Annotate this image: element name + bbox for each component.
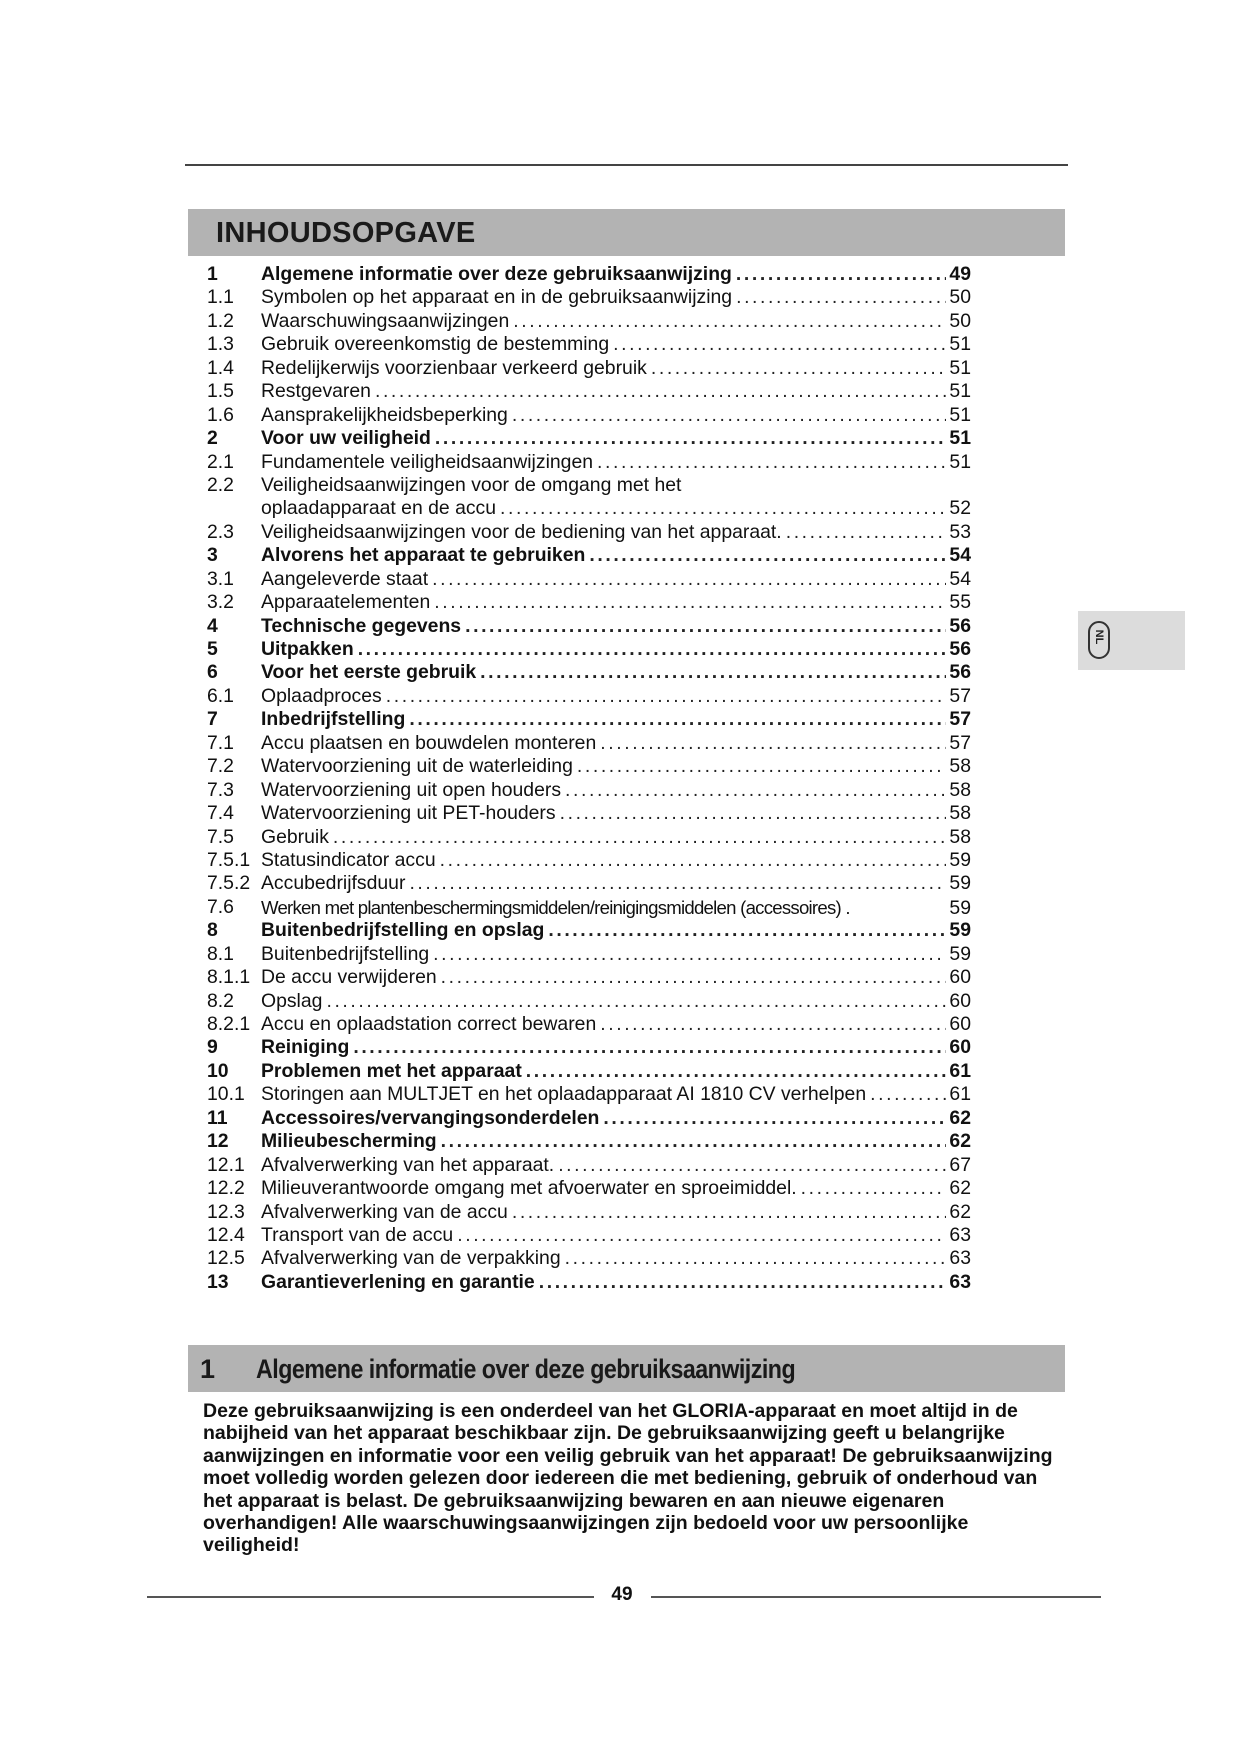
toc-entry-page: 52 — [949, 497, 971, 520]
toc-entry-number: 7 — [207, 708, 218, 731]
toc-entry-number: 3.2 — [207, 591, 234, 614]
toc-entry-page: 61 — [949, 1059, 971, 1082]
toc-entry-number: 8.2 — [207, 989, 234, 1012]
toc-entry-body — [261, 685, 971, 708]
toc-entry-number: 7.3 — [207, 778, 234, 801]
toc-entry — [207, 685, 971, 708]
toc-entry-page: 61 — [949, 1083, 971, 1106]
toc-entry — [207, 404, 971, 427]
toc-entry-number: 2.2 — [207, 473, 234, 496]
toc-entry — [207, 638, 971, 661]
toc-entry-leader — [786, 521, 947, 544]
toc-entry-title: Gebruik — [261, 825, 329, 848]
toc-entry-body — [261, 615, 971, 638]
toc-entry-leader — [409, 708, 946, 731]
toc-entry-title: Oplaadproces — [261, 684, 382, 707]
toc-entry-number: 10 — [207, 1059, 229, 1082]
toc-entry-page: 62 — [949, 1200, 971, 1223]
toc-entry-title: Afvalverwerking van de verpakking — [261, 1247, 561, 1270]
toc-entry-body — [261, 1247, 971, 1270]
toc-entry-page: 62 — [949, 1106, 971, 1129]
toc-entry-leader — [512, 1201, 947, 1224]
toc-entry — [207, 497, 971, 520]
toc-entry — [207, 544, 971, 567]
toc-entry — [207, 1060, 971, 1083]
language-tab — [1078, 611, 1185, 670]
toc-entry-body — [261, 357, 971, 380]
toc-entry-page: 60 — [949, 966, 971, 989]
toc-entry — [207, 708, 971, 731]
toc-entry-number: 3.1 — [207, 567, 234, 590]
toc-entry-leader — [433, 943, 946, 966]
toc-entry — [207, 872, 971, 895]
toc-entry-body — [261, 1224, 971, 1247]
toc-entry-number: 8.2.1 — [207, 1013, 251, 1035]
toc-entry — [207, 1271, 971, 1294]
toc-entry-number: 2 — [207, 427, 218, 450]
toc-entry-title: Restgevaren — [261, 380, 371, 403]
toc-entry-body — [261, 966, 971, 989]
toc-entry-page: 51 — [949, 356, 971, 379]
toc-entry — [207, 1154, 971, 1177]
toc-entry — [207, 615, 971, 638]
toc-entry-title: Milieuverantwoorde omgang met afvoerwater en sproeimiddel. — [261, 1177, 797, 1200]
toc-entry — [207, 755, 971, 778]
toc-entry-leader — [600, 1013, 946, 1036]
toc-entry-leader — [565, 1247, 947, 1270]
footer-rule-left — [147, 1596, 594, 1598]
toc-entry-title: Symbolen op het apparaat en in de gebruiksaanwijzing — [261, 286, 733, 309]
toc-entry-leader — [441, 1130, 947, 1153]
toc-entry-page: 58 — [949, 802, 971, 825]
toc-entry-page: 62 — [949, 1130, 971, 1153]
toc-entry-title: Veiligheidsaanwijzingen voor de omgang met het — [261, 473, 682, 496]
toc-entry-leader — [358, 638, 947, 661]
toc-entry — [207, 943, 971, 966]
toc-entry-title: Algemene informatie over deze gebruiksaanwijzing — [261, 263, 732, 285]
toc-entry-leader — [600, 732, 946, 755]
toc-entry-page: 56 — [949, 614, 971, 637]
toc-entry — [207, 310, 971, 333]
toc-entry-title: Apparaatelementen — [261, 591, 431, 614]
toc-entry-number: 7.1 — [207, 731, 234, 754]
toc-entry-leader — [577, 755, 947, 778]
toc-entry-body — [261, 990, 971, 1013]
toc-entry-body — [261, 1130, 971, 1153]
toc-entry-page: 63 — [949, 1223, 971, 1246]
toc-entry-number: 8.1 — [207, 942, 234, 965]
toc-entry-leader — [560, 802, 947, 825]
toc-entry-number: 1 — [207, 263, 218, 285]
toc-entry-number: 12.3 — [207, 1200, 245, 1223]
toc-entry-leader — [480, 661, 946, 684]
toc-entry-title: Gebruik overeenkomstig de bestemming — [261, 333, 610, 356]
section-title: Algemene informatie over deze gebruiksaanwijzing — [256, 1354, 796, 1384]
toc-entry-number: 8.1.1 — [207, 966, 251, 989]
toc-entry-title: Milieubescherming — [261, 1130, 437, 1153]
toc-entry-body — [261, 872, 971, 895]
toc-entry-number: 12.2 — [207, 1177, 245, 1200]
language-badge-icon — [1088, 621, 1110, 659]
toc-entry-page: 51 — [949, 427, 971, 450]
section-intro-paragraph: Deze gebruiksaanwijzing is een onderdeel van het GLORIA-apparaat en moet altijd in de nabijheid van het apparaat beschikbaar zijn. De gebruiksaanwijzing geeft u belangrijke aanwijzingen en informatie voor een veilig gebruik van het apparaat! De gebruiksaanwijzing moet volledig worden gelezen door iedereen die met bediening, gebruik of onderhoud van het apparaat is belast. De gebruiksaanwijzing bewaren en aan nieuwe eigenaren overhandigen! Alle waarschuwingsaanwijzingen zijn bedoeld voor uw persoonlijke veiligheid! — [203, 1400, 1053, 1557]
toc-entry-page: 63 — [949, 1270, 971, 1293]
toc-entry-body — [261, 427, 971, 450]
toc-entry-leader — [465, 615, 946, 638]
toc-entry-body — [261, 919, 971, 942]
toc-entry-page: 51 — [949, 450, 971, 473]
toc-entry-body — [261, 286, 971, 309]
toc-entry-title: Transport van de accu — [261, 1223, 454, 1246]
toc-entry-leader — [386, 685, 947, 708]
toc-entry-number: 5 — [207, 638, 218, 660]
toc-entry-number: 9 — [207, 1036, 218, 1059]
toc-title: INHOUDSOPGAVE — [216, 217, 476, 249]
toc-entry-page: 54 — [949, 567, 971, 590]
toc-entry-body — [261, 1107, 971, 1130]
toc-header — [188, 209, 1065, 256]
toc-entry — [207, 919, 971, 942]
toc-entry-title: Inbedrijfstelling — [261, 708, 406, 731]
toc-entry-body — [261, 521, 971, 544]
toc-entry-number: 1.1 — [207, 286, 234, 309]
toc-entry-number: 7.5.2 — [207, 872, 251, 895]
toc-entry-title: Uitpakken — [261, 638, 354, 660]
toc-entry-leader — [558, 1154, 946, 1177]
toc-entry — [207, 849, 971, 872]
toc-entry-body — [261, 404, 971, 427]
toc-entry-number: 7.5 — [207, 825, 234, 848]
toc-entry — [207, 521, 971, 544]
toc-entry — [207, 1013, 971, 1036]
toc-entry — [207, 990, 971, 1013]
toc-entry-page: 60 — [949, 1036, 971, 1059]
toc-entry-number: 7.5.1 — [207, 848, 251, 871]
toc-entry-number: 10.1 — [207, 1083, 245, 1106]
toc-entry-leader — [651, 357, 947, 380]
toc-entry — [207, 357, 971, 380]
toc-entry-title: Problemen met het apparaat — [261, 1059, 522, 1082]
toc-entry-leader — [432, 568, 946, 591]
toc-entry-body — [261, 1036, 971, 1059]
toc-entry-leader — [512, 404, 947, 427]
toc-entry-number: 1.2 — [207, 309, 234, 332]
toc-entry-leader — [513, 310, 946, 333]
toc-entry-page: 51 — [949, 333, 971, 356]
toc-entry-body — [261, 451, 971, 474]
toc-entry-leader — [597, 451, 946, 474]
toc-entry — [207, 1107, 971, 1130]
toc-entry-number: 6 — [207, 661, 218, 684]
toc-entry-page: 53 — [949, 520, 971, 543]
toc-entry-title: Watervoorziening uit de waterleiding — [261, 755, 573, 778]
toc-entry-body — [261, 943, 971, 966]
toc-entry-page: 60 — [949, 989, 971, 1012]
top-rule — [185, 164, 1068, 166]
toc-entry-title: Statusindicator accu — [261, 848, 436, 871]
toc-entry-number: 2.3 — [207, 520, 234, 543]
toc-entry-title: Accubedrijfsduur — [261, 872, 406, 895]
toc-entry-leader — [613, 333, 946, 356]
toc-entry — [207, 380, 971, 403]
toc-entry-page: 59 — [949, 942, 971, 965]
toc-entry-body — [261, 779, 971, 802]
toc-entry-page: 55 — [949, 591, 971, 614]
toc-entry — [207, 826, 971, 849]
toc-entry-leader — [409, 872, 946, 895]
toc-entry-number: 6.1 — [207, 684, 234, 707]
toc-entry-body — [261, 1271, 971, 1294]
toc-entry-body — [261, 310, 971, 333]
toc-entry — [207, 1130, 971, 1153]
toc-entry — [207, 1083, 971, 1106]
toc-entry-page: 60 — [949, 1013, 971, 1035]
toc-entry-title: Aangeleverde staat — [261, 567, 429, 590]
toc-entry-body — [261, 826, 971, 849]
table-of-contents — [207, 263, 971, 1294]
toc-entry-number: 4 — [207, 614, 218, 637]
toc-entry-page: 58 — [949, 755, 971, 778]
toc-entry — [207, 263, 971, 286]
toc-entry-leader — [326, 990, 946, 1013]
toc-entry-number: 12 — [207, 1130, 229, 1153]
toc-entry-title: Waarschuwingsaanwijzingen — [261, 309, 510, 332]
toc-entry-title: Technische gegevens — [261, 614, 462, 637]
toc-entry-leader — [333, 826, 947, 849]
toc-entry-page: 58 — [949, 825, 971, 848]
toc-entry — [207, 568, 971, 591]
toc-entry-body — [261, 591, 971, 614]
toc-entry-title: Accu plaatsen en bouwdelen monteren — [261, 731, 597, 754]
toc-entry-page: 49 — [949, 263, 971, 285]
section-number: 1 — [200, 1354, 216, 1384]
toc-entry-page: 50 — [949, 309, 971, 332]
toc-entry-body — [261, 708, 971, 731]
toc-entry — [207, 1177, 971, 1200]
toc-entry-number: 1.3 — [207, 333, 234, 356]
toc-entry-body — [261, 474, 971, 497]
toc-entry-body — [261, 497, 971, 520]
toc-entry-page: 59 — [949, 872, 971, 895]
toc-entry-page: 59 — [949, 919, 971, 942]
toc-entry — [207, 661, 971, 684]
toc-entry-page: 54 — [949, 544, 971, 567]
toc-entry-leader — [375, 380, 946, 403]
toc-entry-body — [261, 333, 971, 356]
page-number: 49 — [611, 1584, 633, 1605]
toc-entry-leader — [435, 427, 947, 450]
toc-entry-number: 1.5 — [207, 380, 234, 403]
toc-entry-number: 8 — [207, 919, 218, 942]
toc-entry — [207, 1224, 971, 1247]
toc-entry — [207, 286, 971, 309]
toc-entry-leader — [603, 1107, 946, 1130]
toc-entry — [207, 896, 971, 919]
toc-entry-page: 59 — [949, 896, 971, 919]
footer-rule-right — [651, 1596, 1101, 1598]
toc-entry-page: 51 — [949, 403, 971, 426]
toc-entry — [207, 779, 971, 802]
toc-entry-body — [261, 1177, 971, 1200]
toc-entry-page: 56 — [949, 661, 971, 684]
toc-entry-body — [261, 755, 971, 778]
toc-entry-page: 62 — [949, 1177, 971, 1200]
toc-entry-body — [261, 1013, 971, 1036]
toc-entry-page: 59 — [949, 848, 971, 871]
section-header — [188, 1345, 1065, 1392]
toc-entry — [207, 732, 971, 755]
toc-entry-body — [261, 1154, 971, 1177]
toc-entry-number: 7.2 — [207, 755, 234, 778]
toc-entry — [207, 451, 971, 474]
toc-entry-title: Reiniging — [261, 1036, 350, 1059]
toc-entry — [207, 591, 971, 614]
toc-entry-leader — [870, 1083, 946, 1106]
toc-entry-page: 57 — [949, 684, 971, 707]
toc-entry — [207, 474, 971, 497]
toc-entry-leader — [589, 544, 946, 567]
toc-entry-page: 63 — [949, 1247, 971, 1270]
language-label: NL — [1093, 629, 1105, 645]
toc-entry-title: Redelijkerwijs voorzienbaar verkeerd gebruik — [261, 356, 647, 379]
toc-entry-title: Buitenbedrijfstelling en opslag — [261, 919, 545, 942]
toc-entry-leader — [434, 591, 946, 614]
toc-entry-title: Buitenbedrijfstelling — [261, 942, 430, 965]
toc-entry-title: Accessoires/vervangingsonderdelen — [261, 1106, 600, 1129]
toc-entry-body — [261, 849, 971, 872]
toc-entry — [207, 802, 971, 825]
toc-entry-body — [261, 544, 971, 567]
toc-entry — [207, 1036, 971, 1059]
toc-entry-leader — [565, 779, 946, 802]
toc-entry-body — [261, 380, 971, 403]
toc-entry-number: 1.6 — [207, 403, 234, 426]
toc-entry-page: 51 — [949, 380, 971, 403]
toc-entry-number: 11 — [207, 1106, 228, 1129]
toc-entry-leader — [539, 1271, 947, 1294]
toc-entry — [207, 1247, 971, 1270]
toc-entry-body — [261, 1060, 971, 1083]
toc-entry-title: Afvalverwerking van het apparaat. — [261, 1153, 555, 1176]
toc-entry-title: Opslag — [261, 989, 323, 1012]
toc-entry-number: 7.4 — [207, 802, 234, 825]
toc-entry — [207, 333, 971, 356]
toc-entry-page: 56 — [949, 638, 971, 660]
toc-entry-title: Veiligheidsaanwijzingen voor de bediening van het apparaat. — [261, 520, 782, 543]
toc-entry-title: Watervoorziening uit open houders — [261, 778, 562, 801]
toc-entry-number: 2.1 — [207, 450, 234, 473]
toc-entry-number: 1.4 — [207, 356, 234, 379]
toc-entry-title: Alvorens het apparaat te gebruiken — [261, 544, 586, 567]
toc-entry-leader — [353, 1036, 946, 1059]
toc-entry-body — [261, 661, 971, 684]
toc-entry-body — [261, 568, 971, 591]
toc-entry-number: 12.5 — [207, 1247, 245, 1270]
toc-entry — [207, 1201, 971, 1224]
toc-entry-body — [261, 263, 971, 286]
toc-entry — [207, 966, 971, 989]
toc-entry-body — [261, 1083, 971, 1106]
toc-entry-leader — [548, 919, 946, 942]
toc-entry-leader — [440, 849, 947, 872]
toc-entry-title: Voor uw veiligheid — [261, 427, 431, 450]
toc-entry-number: 12.1 — [207, 1153, 245, 1176]
toc-entry-leader — [500, 497, 946, 520]
toc-entry-page: 50 — [949, 286, 971, 309]
toc-entry-page: 57 — [949, 708, 971, 731]
toc-entry-title: Accu en oplaadstation correct bewaren — [261, 1013, 597, 1035]
toc-entry-title: Voor het eerste gebruik — [261, 661, 477, 684]
toc-entry-page: 58 — [949, 778, 971, 801]
toc-entry-page: 67 — [949, 1153, 971, 1176]
toc-entry-leader — [526, 1060, 947, 1083]
toc-entry-title: Werken met plantenbeschermingsmiddelen/reinigingsmiddelen (accessoires) . — [261, 896, 850, 918]
toc-entry-leader — [736, 286, 946, 309]
toc-entry — [207, 427, 971, 450]
toc-entry-title: Fundamentele veiligheidsaanwijzingen — [261, 450, 594, 473]
toc-entry-title: Garantieverlening en garantie — [261, 1270, 535, 1293]
toc-entry-body — [261, 1201, 971, 1224]
toc-entry-leader — [801, 1177, 947, 1200]
toc-entry-number: 12.4 — [207, 1223, 245, 1246]
toc-entry-body — [261, 732, 971, 755]
toc-entry-title: Storingen aan MULTJET en het oplaadapparaat AI 1810 CV verhelpen — [261, 1083, 867, 1106]
toc-entry-title: Afvalverwerking van de accu — [261, 1200, 508, 1223]
toc-entry-body — [261, 896, 971, 920]
toc-entry-title: oplaadapparaat en de accu — [261, 497, 497, 520]
toc-entry-number: 7.6 — [207, 895, 234, 918]
toc-entry-page: 57 — [949, 731, 971, 754]
toc-entry-number: 3 — [207, 544, 218, 567]
toc-entry-leader — [457, 1224, 946, 1247]
toc-entry-body — [261, 802, 971, 825]
toc-entry-number: 13 — [207, 1270, 229, 1293]
toc-entry-leader — [736, 263, 947, 286]
toc-entry-leader — [441, 966, 947, 989]
toc-entry-title: Aansprakelijkheidsbeperking — [261, 403, 508, 426]
toc-entry-title: Watervoorziening uit PET-houders — [261, 802, 556, 825]
toc-entry-title: De accu verwijderen — [261, 966, 437, 989]
toc-entry-body — [261, 638, 971, 661]
